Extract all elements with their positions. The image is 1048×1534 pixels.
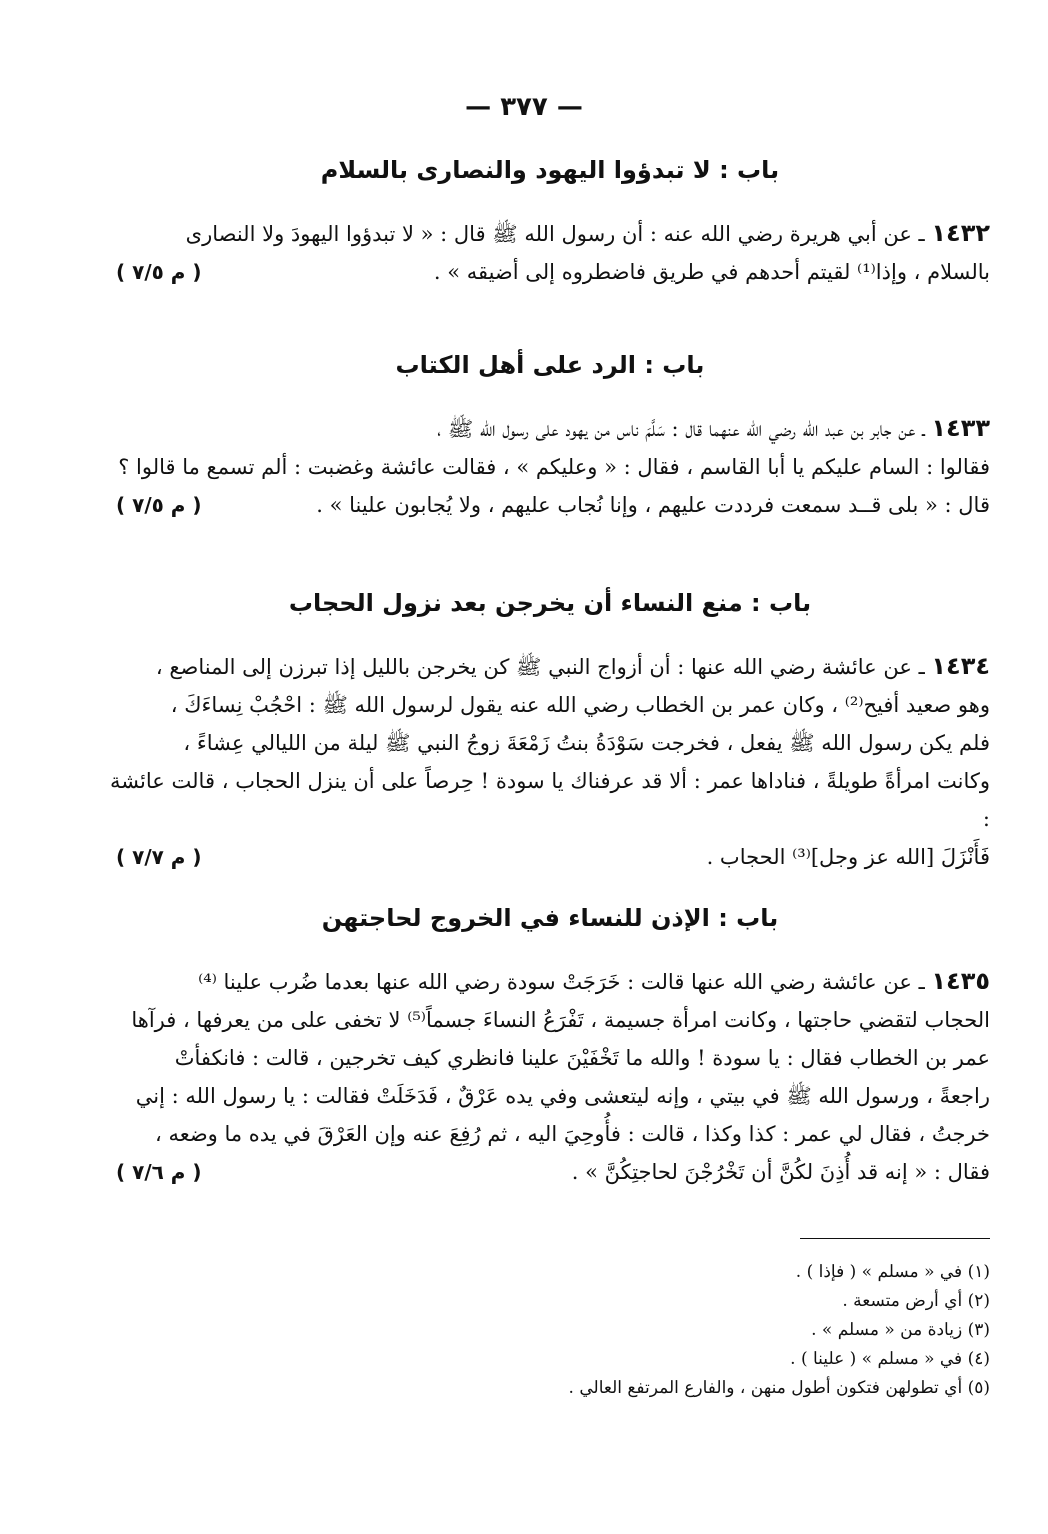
- section-1434: [110, 583, 990, 876]
- source-reference: ( م ٧/٧ ): [116, 845, 202, 869]
- section-title: باب : لا تبدؤوا اليهود والنصارى بالسلام: [320, 156, 780, 184]
- hadith-line: خرجتُ ، فقال لي عمر : كذا وكذا ، قالت : فأُوحِيَ اليه ، ثم رُفِعَ عنه وإن العَرْقَ في يده ما وضعه ،: [154, 1122, 990, 1146]
- hadith-1434: [110, 647, 990, 876]
- hadith-line: وهو صعيد أفيح⁽²⁾ ، وكان عمر بن الخطاب رضي الله عنه يقول لرسول الله ﷺ : احْجُبْ نِساءَكَ ،: [170, 693, 990, 717]
- source-reference: ( م ٧/٦ ): [116, 1160, 202, 1184]
- section-1432: [110, 150, 990, 291]
- hadith-number: ١٤٣٥: [931, 967, 990, 995]
- hadith-line: [110, 647, 990, 686]
- page-number: — ٣٧٧ —: [465, 92, 583, 122]
- hadith-line: [110, 1153, 990, 1191]
- hadith-1433: [110, 409, 990, 524]
- section-title: باب : الرد على أهل الكتاب: [395, 351, 705, 379]
- hadith-line: [110, 214, 990, 253]
- hadith-1435: [110, 962, 990, 1191]
- footnote: (٥) أي تطولهن فتكون أطول منهن ، والفارع المرتفع العالي .: [568, 1378, 990, 1398]
- hadith-line: الحجاب لتقضي حاجتها ، وكانت امرأة جسيمة ، تَفْرَعُ النساءَ جسماً⁽⁵⁾ لا تخفى على من يعرفها ، فرآها: [131, 1008, 990, 1032]
- footnote: (١) في « مسلم » ( فإذا ) .: [795, 1262, 990, 1282]
- section-title: باب : منع النساء أن يخرجن بعد نزول الحجاب: [288, 589, 812, 617]
- source-reference: ( م ٧/٥ ): [116, 260, 202, 284]
- hadith-line: [110, 962, 990, 1001]
- hadith-text: ـ عن عائشة رضي الله عنها قالت : خَرَجَتْ سودة رضي الله عنها بعدما ضُرب علينا ⁽⁴⁾: [198, 970, 925, 994]
- hadith-line: وكانت امرأةً طويلةً ، فناداها عمر : ألا قد عرفناك يا سودة ! حِرصاً على أن ينزل الحجاب ، قالت عائشة :: [110, 769, 990, 831]
- hadith-number: ١٤٣٣: [931, 414, 990, 442]
- hadith-line: [110, 409, 990, 448]
- footnote: (٢) أي أرض متسعة .: [842, 1291, 990, 1311]
- footnote: (٣) زيادة من « مسلم » .: [811, 1320, 990, 1340]
- hadith-text: فَأَنْزَلَ [الله عز وجل]⁽³⁾ الحجاب .: [706, 845, 990, 869]
- hadith-1432: [110, 214, 990, 291]
- hadith-line: راجعةً ، ورسول الله ﷺ في بيتي ، وإنه ليتعشى وفي يده عَرْقٌ ، فَدَخَلَتْ فقالت : يا رسول الله : إني: [135, 1084, 990, 1108]
- hadith-text: فقال : « إنه قد أُذِنَ لكُنَّ أن تَخْرُجْنَ لحاجتِكُنَّ » .: [571, 1160, 990, 1184]
- footnote-divider: [800, 1238, 990, 1239]
- section-1433: [110, 345, 990, 524]
- section-title: باب : الإذن للنساء في الخروج لحاجتهن: [321, 904, 779, 932]
- hadith-text: ـ عن أبي هريرة رضي الله عنه : أن رسول الله ﷺ قال : « لا تبدؤوا اليهودَ ولا النصارى: [185, 222, 925, 246]
- hadith-line: [110, 838, 990, 876]
- hadith-line: [110, 253, 990, 291]
- hadith-line: [110, 486, 990, 524]
- hadith-text: ـ عن عائشة رضي الله عنها : أن أزواج النبي ﷺ كن يخرجن بالليل إذا تبرزن إلى المناصع ،: [155, 655, 925, 679]
- hadith-line: فقالوا : السام عليكم يا أبا القاسم ، فقال : « وعليكم » ، فقالت عائشة وغضبت : ألم تسمع ما قالوا ؟: [118, 455, 990, 479]
- hadith-line: فلم يكن رسول الله ﷺ يفعل ، فخرجت سَوْدَةُ بنتُ زَمْعَةَ زوجُ النبي ﷺ ليلة من الليالي عِشاءً ،: [183, 731, 990, 755]
- hadith-text: قال : « بلى قــد سمعت فرددت عليهم ، وإنا نُجاب عليهم ، ولا يُجابون علينا » .: [316, 493, 990, 517]
- footnote: (٤) في « مسلم » ( علينا ) .: [790, 1349, 990, 1369]
- hadith-text: ـ عن جابر بن عبد الله رضي الله عنهما قال : سَلَّمَ ناس من يهود على رسول الله ﷺ ،: [437, 417, 925, 441]
- section-1435: [110, 898, 990, 1191]
- hadith-line: عمر بن الخطاب فقال : يا سودة ! والله ما تَخْفَيْنَ علينا فانظري كيف تخرجين ، قالت : فانكفأتْ: [174, 1046, 990, 1070]
- hadith-number: ١٤٣٤: [931, 652, 990, 680]
- hadith-number: ١٤٣٢: [931, 219, 990, 247]
- footnotes: [110, 1258, 990, 1403]
- source-reference: ( م ٧/٥ ): [116, 493, 202, 517]
- hadith-text: بالسلام ، وإذا⁽¹⁾ لقيتم أحدهم في طريق فاضطروه إلى أضيقه » .: [433, 260, 990, 284]
